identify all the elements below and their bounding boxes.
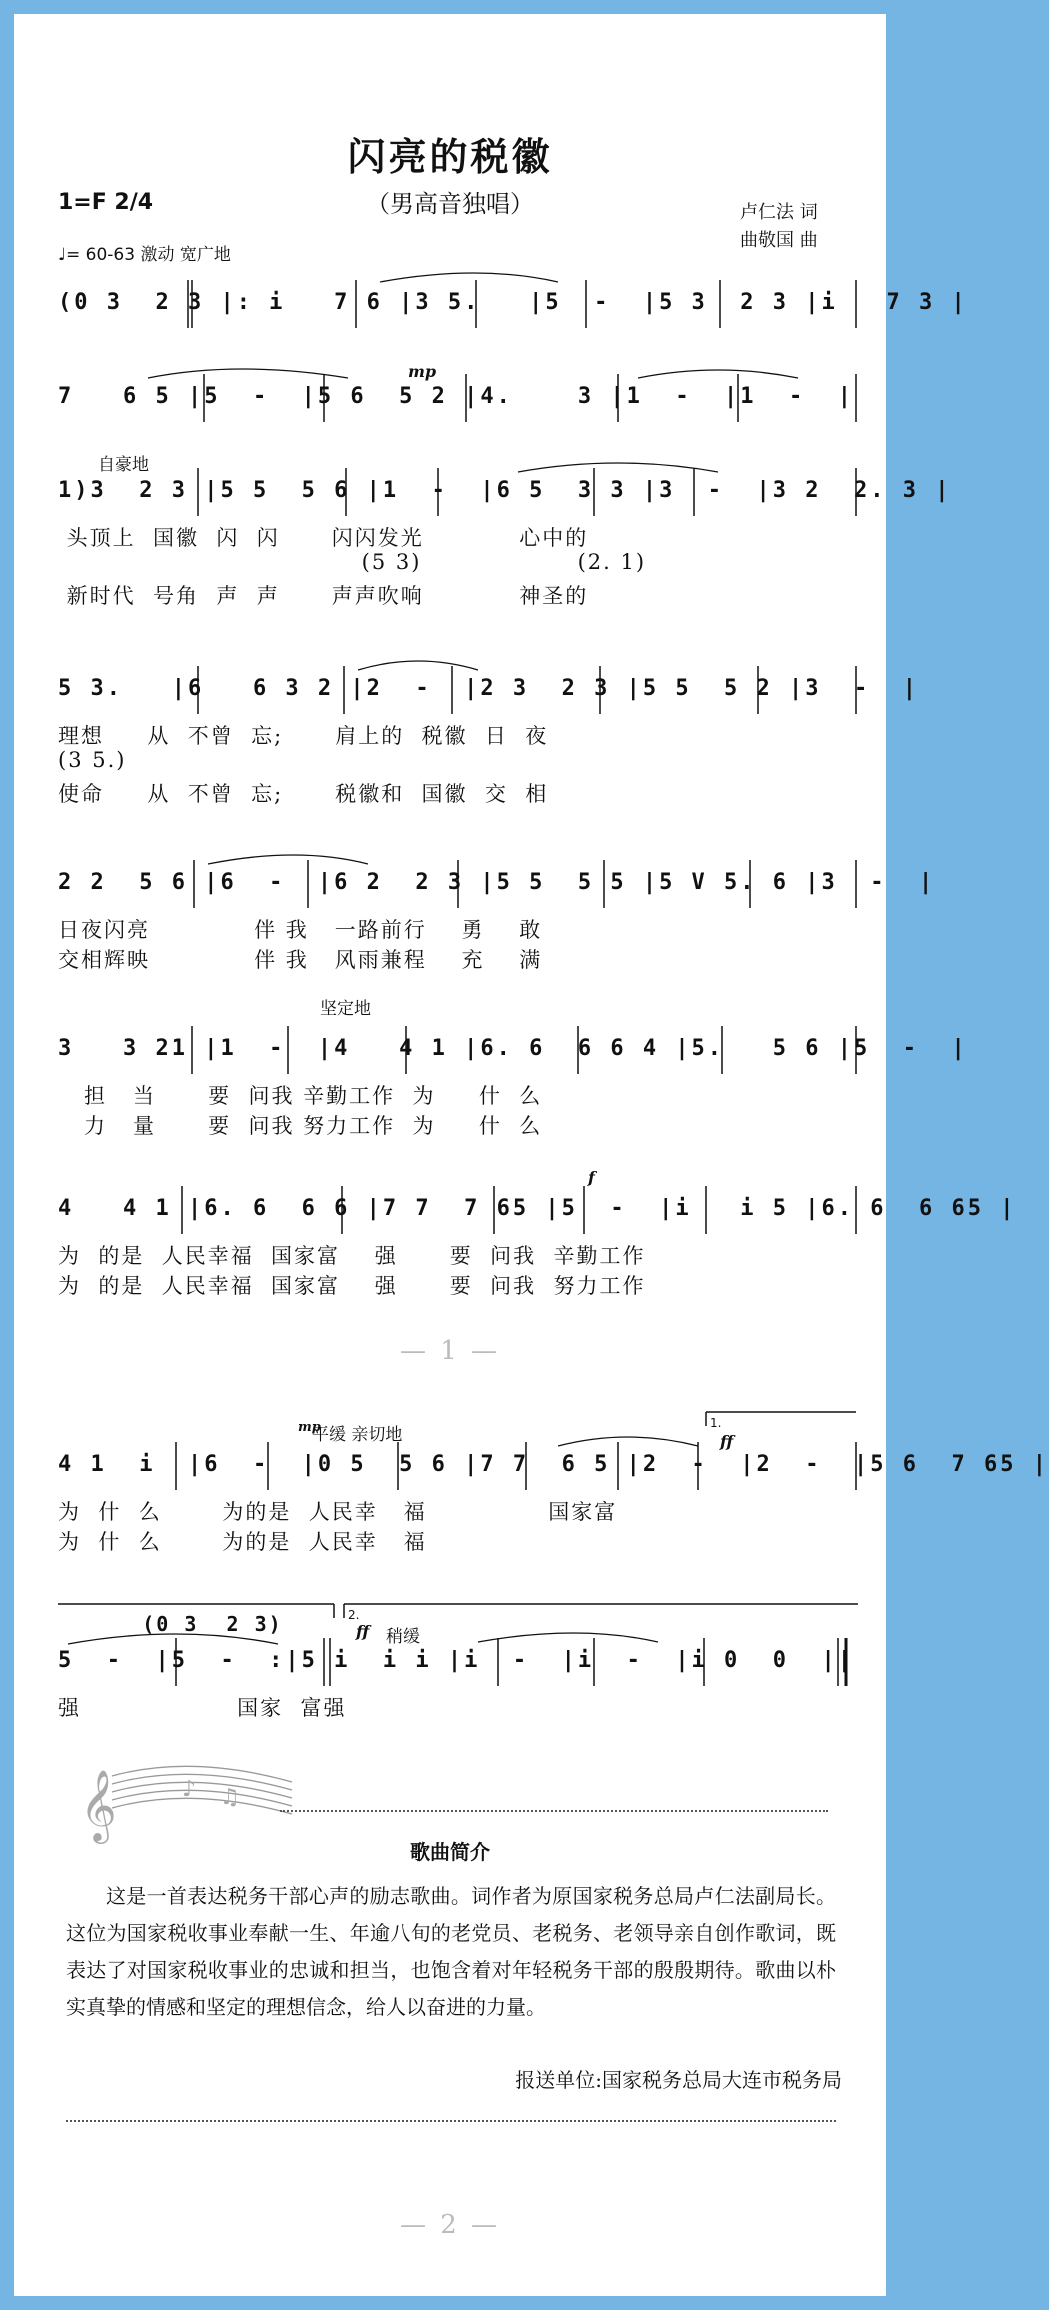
- svg-text:♫: ♫: [220, 1785, 240, 1810]
- score-sheet: [14, 14, 1049, 2296]
- notation-line: 4 4 1 |6. 6 6 6 |7 7 7 65 |5 - |i i 5 |6. 6 6 65 |: [58, 1196, 1017, 1221]
- intro-title: 歌曲简介: [410, 1840, 490, 1864]
- dotted-divider-top: [280, 1810, 828, 1812]
- expression-firm: 坚定地: [320, 999, 371, 1019]
- dotted-divider-bottom: [66, 2120, 836, 2122]
- notation-line: 4 1 i |6 - |0 5 5 6 |7 7 6 5 |2 - |2 - |5 6 7 65 |: [58, 1452, 1049, 1477]
- notation-line: 5 3. |6 6 3 2 |2 - |2 3 2 3 |5 5 5 2 |3 - |: [58, 676, 919, 701]
- score-row-5: [58, 852, 936, 982]
- dynamic-mp-2: mp: [298, 1420, 321, 1435]
- dynamic-ff: ff: [720, 1432, 734, 1451]
- lyric-verse-2: 为 什 么 为的是 人民幸 福: [58, 1530, 427, 1554]
- lyric-verse-1: 头顶上 国徽 闪 闪 闪闪发光 心中的: [58, 526, 589, 550]
- notation-line: 7 6 5 |5 - |5 6 5 2 |4. 3 |1 - |1 - |: [58, 384, 855, 409]
- lyric-variant: (3 5.): [58, 748, 127, 772]
- lyric-variant: (5 3) (2. 1): [58, 550, 647, 574]
- notation-line: 1)3 2 3 |5 5 5 6 |1 - |6 5 3 3 |3 - |3 2 2. 3 |: [58, 478, 952, 503]
- score-row-6: [58, 999, 968, 1148]
- lyric-verse-2: 交相辉映 伴 我 风雨兼程 充 满: [58, 948, 543, 972]
- repeat-intro: (0 3 2 3): [58, 1612, 283, 1636]
- lyric-verse-1: 担 当 要 问我 辛勤工作 为 什 么: [58, 1084, 543, 1108]
- lyric-verse-1: 为 的是 人民幸福 国家富 强 要 问我 辛勤工作: [58, 1244, 646, 1268]
- volta-1: 1.: [710, 1416, 722, 1430]
- page-number-2: — 2 —: [399, 2210, 501, 2240]
- score-row-3: [58, 455, 952, 620]
- expression-slower: 稍缓: [386, 1627, 420, 1647]
- lyric-verse-2: 力 量 要 问我 努力工作 为 什 么: [58, 1114, 543, 1138]
- score-row-9: [58, 1608, 858, 1740]
- lyric-verse-1: 为 什 么 为的是 人民幸 福 国家富: [58, 1500, 618, 1524]
- lyricist-credit: 卢仁法 词: [740, 202, 818, 223]
- dynamic-mp: mp: [408, 362, 437, 381]
- score-row-1: [58, 272, 968, 342]
- lyric-verse-1: 理想 从 不曾 忘; 肩上的 税徽 日 夜: [58, 724, 549, 748]
- svg-text:𝄞: 𝄞: [80, 1768, 117, 1841]
- song-title: 闪亮的税徽: [347, 134, 553, 179]
- report-unit: 报送单位:国家税务总局大连市税务局: [515, 2068, 842, 2092]
- expression-proud: 自豪地: [98, 455, 149, 475]
- music-staff-decoration: [72, 1756, 302, 1841]
- svg-text:♪: ♪: [182, 1777, 197, 1802]
- lyric-verse-1: 日夜闪亮 伴 我 一路前行 勇 敢: [58, 918, 543, 942]
- expression-gentle: 平缓 亲切地: [312, 1425, 403, 1445]
- composer-credit: 曲敬国 曲: [740, 230, 818, 251]
- key-signature: 1=F 2/4: [58, 190, 154, 215]
- score-row-7: [58, 1168, 1017, 1308]
- notation-line: 2 2 5 6 |6 - |6 2 2 3 |5 5 5 5 |5 V 5. 6 |3 - |: [58, 870, 936, 895]
- tempo-marking: ♩= 60-63 激动 宽广地: [58, 245, 231, 265]
- notation-line: (0 3 2 3 |: i 7 6 |3 5. |5 - |5 3 2 3 |i 7 3 |: [58, 290, 968, 315]
- score-row-8: [58, 1416, 1049, 1564]
- page-number-1: — 1 —: [399, 1336, 501, 1366]
- lyric-verse-2: 新时代 号角 声 声 声声吹响 神圣的: [58, 584, 589, 608]
- score-row-2: [58, 362, 858, 436]
- dynamic-f: f: [588, 1168, 595, 1187]
- dynamic-ff-2: ff: [356, 1622, 370, 1641]
- intro-text: 这是一首表达税务干部心声的励志歌曲。词作者为原国家税务总局卢仁法副局长。这位为国家税收事业奉献一生、年逾八旬的老党员、老税务、老领导亲自创作歌词，既表达了对国家税收事业的忠诚和担当，也饱含着对年轻税务干部的殷殷期待。歌曲以朴实真挚的情感和坚定的理想信念，给人以奋进的力量。: [66, 1884, 836, 2019]
- song-subtitle: （男高音独唱）: [366, 190, 534, 218]
- score-row-4: [58, 658, 919, 818]
- lyric-verse-2: 使命 从 不曾 忘; 税徽和 国徽 交 相: [58, 782, 549, 806]
- notation-line: 3 3 21 |1 - |4 4 1 |6. 6 6 6 4 |5. 5 6 |5 - |: [58, 1036, 968, 1061]
- lyric-verse-1: 强 国家 富强: [58, 1696, 347, 1720]
- notation-line: 5 - |5 - :|5 i i i |i - |i - |i 0 0 ||: [58, 1648, 855, 1673]
- lyric-verse-2: 为 的是 人民幸福 国家富 强 要 问我 努力工作: [58, 1274, 646, 1298]
- volta-2: 2.: [348, 1608, 360, 1622]
